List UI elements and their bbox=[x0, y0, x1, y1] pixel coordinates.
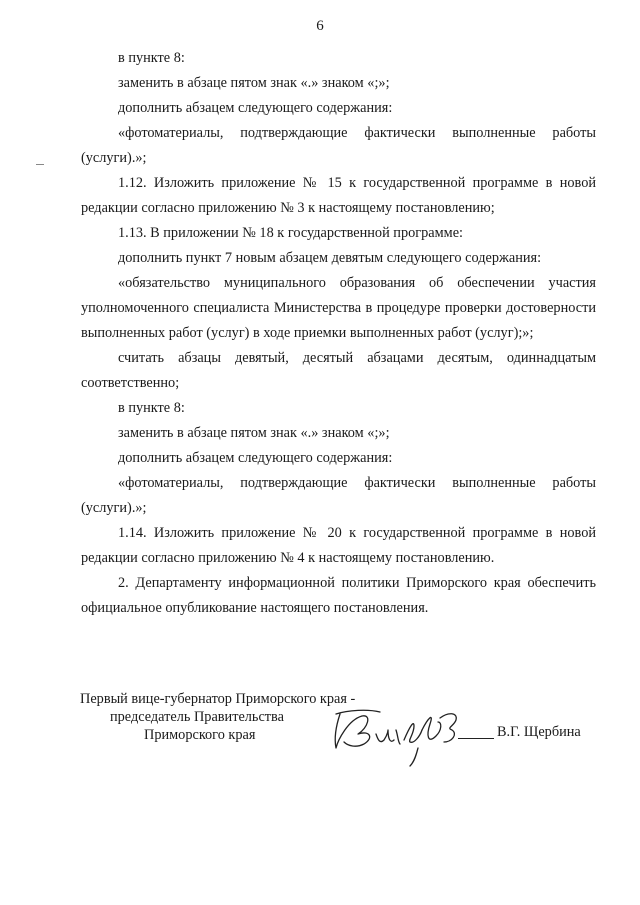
paragraph: «фотоматериалы, подтверждающие фактически выполненные работы (услуги).»; bbox=[81, 125, 596, 166]
signatory-title-line: Приморского края bbox=[144, 727, 256, 743]
paragraph: 1.13. В приложении № 18 к государственной программе: bbox=[118, 225, 464, 241]
signatory-name: В.Г. Щербина bbox=[497, 724, 581, 740]
page-number: 6 bbox=[316, 18, 324, 34]
paragraph: в пункте 8: bbox=[118, 50, 185, 66]
paragraph: «обязательство муниципального образования об обеспечении участия уполномоченного специалиста Министерства в процедуре проверки достоверности выполненных работ (услуг) в ходе приемки выполненных работ (услуг);»; bbox=[81, 275, 596, 341]
margin-mark bbox=[36, 164, 44, 165]
paragraph: заменить в абзаце пятом знак «.» знаком «;»; bbox=[118, 75, 390, 91]
paragraph: дополнить абзацем следующего содержания: bbox=[118, 100, 393, 116]
paragraph: дополнить пункт 7 новым абзацем девятым следующего содержания: bbox=[118, 250, 542, 266]
signatory-title-line: Первый вице-губернатор Приморского края - bbox=[80, 691, 356, 707]
paragraph: 1.12. Изложить приложение № 15 к государственной программе в новой редакции согласно приложению № 3 к настоящему постановлению; bbox=[81, 175, 596, 216]
paragraph: дополнить абзацем следующего содержания: bbox=[118, 450, 393, 466]
paragraph: «фотоматериалы, подтверждающие фактически выполненные работы (услуги).»; bbox=[81, 475, 596, 516]
document-body bbox=[81, 46, 596, 621]
handwritten-signature bbox=[318, 700, 488, 770]
paragraph: заменить в абзаце пятом знак «.» знаком «;»; bbox=[118, 425, 390, 441]
paragraph: считать абзацы девятый, десятый абзацами десятым, одиннадцатым соответственно; bbox=[81, 350, 596, 391]
paragraph: 1.14. Изложить приложение № 20 к государственной программе в новой редакции согласно приложению № 4 к настоящему постановлению. bbox=[81, 525, 596, 566]
paragraph: в пункте 8: bbox=[118, 400, 185, 416]
paragraph: 2. Департаменту информационной политики Приморского края обеспечить официальное опубликование настоящего постановления. bbox=[81, 575, 596, 616]
signatory-title-line: председатель Правительства bbox=[110, 709, 284, 725]
